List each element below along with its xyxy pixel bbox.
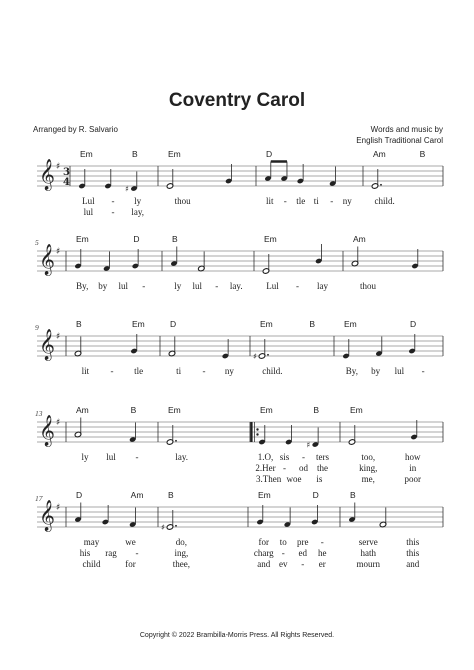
chord-symbol: Em [264, 234, 277, 244]
lyric-syllable: ev [279, 559, 288, 569]
lyric-syllable: ti [313, 196, 319, 206]
chord-symbol: B [313, 405, 320, 415]
lyric-syllable: Lul [266, 281, 279, 291]
measure-number: 5 [35, 238, 39, 247]
lyric-syllable: may [83, 537, 100, 547]
augmentation-dot [175, 440, 177, 442]
lyric-syllable: By, [345, 366, 358, 376]
music-system [35, 405, 443, 484]
lyric-syllable: thou [174, 196, 191, 206]
key-signature-sharp: ♯ [56, 418, 61, 428]
augmentation-dot [175, 525, 177, 527]
lyric-syllable: for [258, 537, 269, 547]
lyric-syllable: the [317, 463, 328, 473]
chord-symbol: Am [130, 490, 144, 500]
lyric-syllable: and [257, 559, 271, 569]
lyric-syllable: lay. [229, 281, 243, 291]
measure-number: 13 [35, 409, 43, 418]
treble-clef-icon: 𝄞 [39, 244, 55, 275]
lyric-syllable: ny [224, 366, 234, 376]
chord-symbol: Em [258, 490, 271, 500]
accidental-sharp: ♯ [161, 523, 165, 532]
lyric-syllable: - [301, 559, 305, 569]
music-system [37, 149, 443, 217]
lyric-syllable: by [371, 366, 381, 376]
measure-number: 9 [35, 323, 39, 332]
chord-symbol: B [168, 490, 174, 500]
lyric-syllable: by [98, 281, 108, 291]
chord-symbol: Am [76, 405, 89, 415]
lyric-syllable: - [135, 548, 139, 558]
lyric-syllable: he [318, 548, 327, 558]
music-system [35, 234, 443, 291]
chord-symbol: Em [132, 319, 145, 329]
lyric-syllable: od [299, 463, 308, 473]
chord-symbol: B [130, 405, 137, 415]
chord-symbol: Em [344, 319, 357, 329]
lyric-syllable: - [135, 452, 139, 462]
lyric-syllable: ters [316, 452, 329, 462]
chord-symbol: D [170, 319, 177, 329]
chord-symbol: Am [353, 234, 366, 244]
lyric-syllable: we [125, 537, 136, 547]
lyric-syllable: serve [358, 537, 378, 547]
song-title: Coventry Carol [168, 90, 306, 111]
lyric-syllable: tle [134, 366, 144, 376]
lyric-syllable: Lul [82, 196, 95, 206]
lyric-syllable: - [281, 548, 285, 558]
chord-symbol: D [410, 319, 417, 329]
lyric-syllable: pre [297, 537, 309, 547]
accidental-sharp: ♯ [253, 352, 257, 361]
chord-symbol: Em [168, 405, 181, 415]
lyric-syllable: this [406, 548, 420, 558]
measure-number: 17 [35, 494, 43, 503]
lyric-syllable: his [79, 548, 91, 558]
lyric-syllable: and [406, 559, 420, 569]
lyric-syllable: me, [361, 474, 375, 484]
key-signature-sharp: ♯ [56, 247, 61, 257]
lyric-syllable: in [409, 463, 417, 473]
lyric-syllable: child [82, 559, 101, 569]
lyric-syllable: is [316, 474, 323, 484]
time-signature-top: 3 [63, 167, 70, 178]
augmentation-dot [380, 184, 382, 186]
lyric-syllable: hath [360, 548, 376, 558]
lyric-syllable: er [318, 559, 326, 569]
lyric-syllable: how [405, 452, 421, 462]
repeat-dot [256, 428, 258, 430]
lyric-syllable: 2.Her [255, 463, 276, 473]
chord-symbol: D [266, 149, 273, 159]
chord-symbol: B [350, 490, 356, 500]
lyric-syllable: ly [134, 196, 142, 206]
chord-symbol: B [419, 149, 426, 159]
lyric-syllable: - [142, 281, 146, 291]
lyric-syllable: child. [374, 196, 395, 206]
chord-symbol: Em [350, 405, 363, 415]
lyric-syllable: lul [394, 366, 405, 376]
lyric-syllable: lul [118, 281, 129, 291]
lyric-syllable: thee, [172, 559, 190, 569]
music-systems [35, 149, 443, 569]
lyric-syllable: - [302, 452, 305, 462]
lyric-syllable: lul [106, 452, 116, 462]
chord-symbol: B [132, 149, 138, 159]
time-signature-bottom: 4 [63, 177, 70, 188]
chord-symbol: D [133, 234, 140, 244]
lyric-syllable: do, [175, 537, 187, 547]
lyric-syllable: lay. [175, 452, 189, 462]
lyric-syllable: By, [76, 281, 89, 291]
lyric-syllable: lul [192, 281, 203, 291]
composer-credit-line2: English Traditional Carol [356, 136, 443, 145]
lyric-syllable: lay [317, 281, 328, 291]
lyric-syllable: - [283, 196, 287, 206]
lyric-syllable: ny [342, 196, 352, 206]
chord-symbol: Em [260, 319, 273, 329]
lyric-syllable: - [202, 366, 206, 376]
lyric-syllable: - [296, 281, 299, 291]
lyric-syllable: ed [298, 548, 307, 558]
lyric-syllable: lul [83, 207, 94, 217]
chord-symbol: Em [260, 405, 273, 415]
lyric-syllable: - [330, 196, 334, 206]
lyric-syllable: - [320, 537, 324, 547]
treble-clef-icon: 𝄞 [39, 415, 55, 446]
lyric-syllable: to [279, 537, 287, 547]
lyric-syllable: woe [286, 474, 302, 484]
chord-symbol: Em [76, 234, 89, 244]
lyric-syllable: this [406, 537, 420, 547]
music-system [35, 490, 443, 569]
lyric-syllable: poor [404, 474, 421, 484]
copyright-notice: Copyright © 2022 Brambilla-Morris Press. All Rights Reserved. [139, 632, 335, 639]
composer-credit-line1: Words and music by [370, 125, 443, 134]
lyric-syllable: - [421, 366, 425, 376]
music-system [35, 319, 443, 376]
lyric-syllable: 1.O, [257, 452, 274, 462]
lyric-syllable: lay, [131, 207, 145, 217]
lyric-syllable: child. [262, 366, 283, 376]
arranger-credit: Arranged by R. Salvario [33, 125, 118, 134]
lyric-syllable: ing, [174, 548, 189, 558]
chord-symbol: Em [168, 149, 181, 159]
lyric-syllable: sis [279, 452, 290, 462]
lyric-syllable: king, [359, 463, 378, 473]
chord-symbol: B [309, 319, 316, 329]
lyric-syllable: - [283, 463, 286, 473]
lyric-syllable: 3.Then [256, 474, 282, 484]
chord-symbol: B [76, 319, 82, 329]
chord-symbol: D [76, 490, 83, 500]
key-signature-sharp: ♯ [56, 162, 61, 172]
lyric-syllable: tle [296, 196, 306, 206]
chord-symbol: D [312, 490, 319, 500]
repeat-dot [256, 433, 258, 435]
augmentation-dot [267, 354, 269, 356]
chord-symbol: Em [80, 149, 93, 159]
lyric-syllable: - [215, 281, 219, 291]
treble-clef-icon: 𝄞 [39, 500, 55, 531]
key-signature-sharp: ♯ [56, 332, 61, 342]
chord-symbol: Am [373, 149, 386, 159]
treble-clef-icon: 𝄞 [39, 329, 55, 360]
lyric-syllable: ly [174, 281, 182, 291]
lyric-syllable: rag [105, 548, 117, 558]
accidental-sharp: ♯ [125, 184, 129, 194]
lyric-syllable: for [125, 559, 136, 569]
lyric-syllable: mourn [356, 559, 380, 569]
lyric-syllable: - [110, 366, 114, 376]
key-signature-sharp: ♯ [56, 503, 61, 513]
treble-clef-icon: 𝄞 [39, 159, 55, 190]
accidental-sharp: ♯ [306, 440, 311, 450]
lyric-syllable: ti [176, 366, 182, 376]
lyric-syllable: - [111, 207, 115, 217]
lyric-syllable: thou [359, 281, 377, 291]
lyric-syllable: charg [253, 548, 274, 558]
lyric-syllable: ly [81, 452, 89, 462]
lyric-syllable: too, [361, 452, 376, 462]
lyric-syllable: lit [81, 366, 90, 376]
lyric-syllable: - [111, 196, 115, 206]
chord-symbol: B [172, 234, 178, 244]
lyric-syllable: lit [265, 196, 274, 206]
